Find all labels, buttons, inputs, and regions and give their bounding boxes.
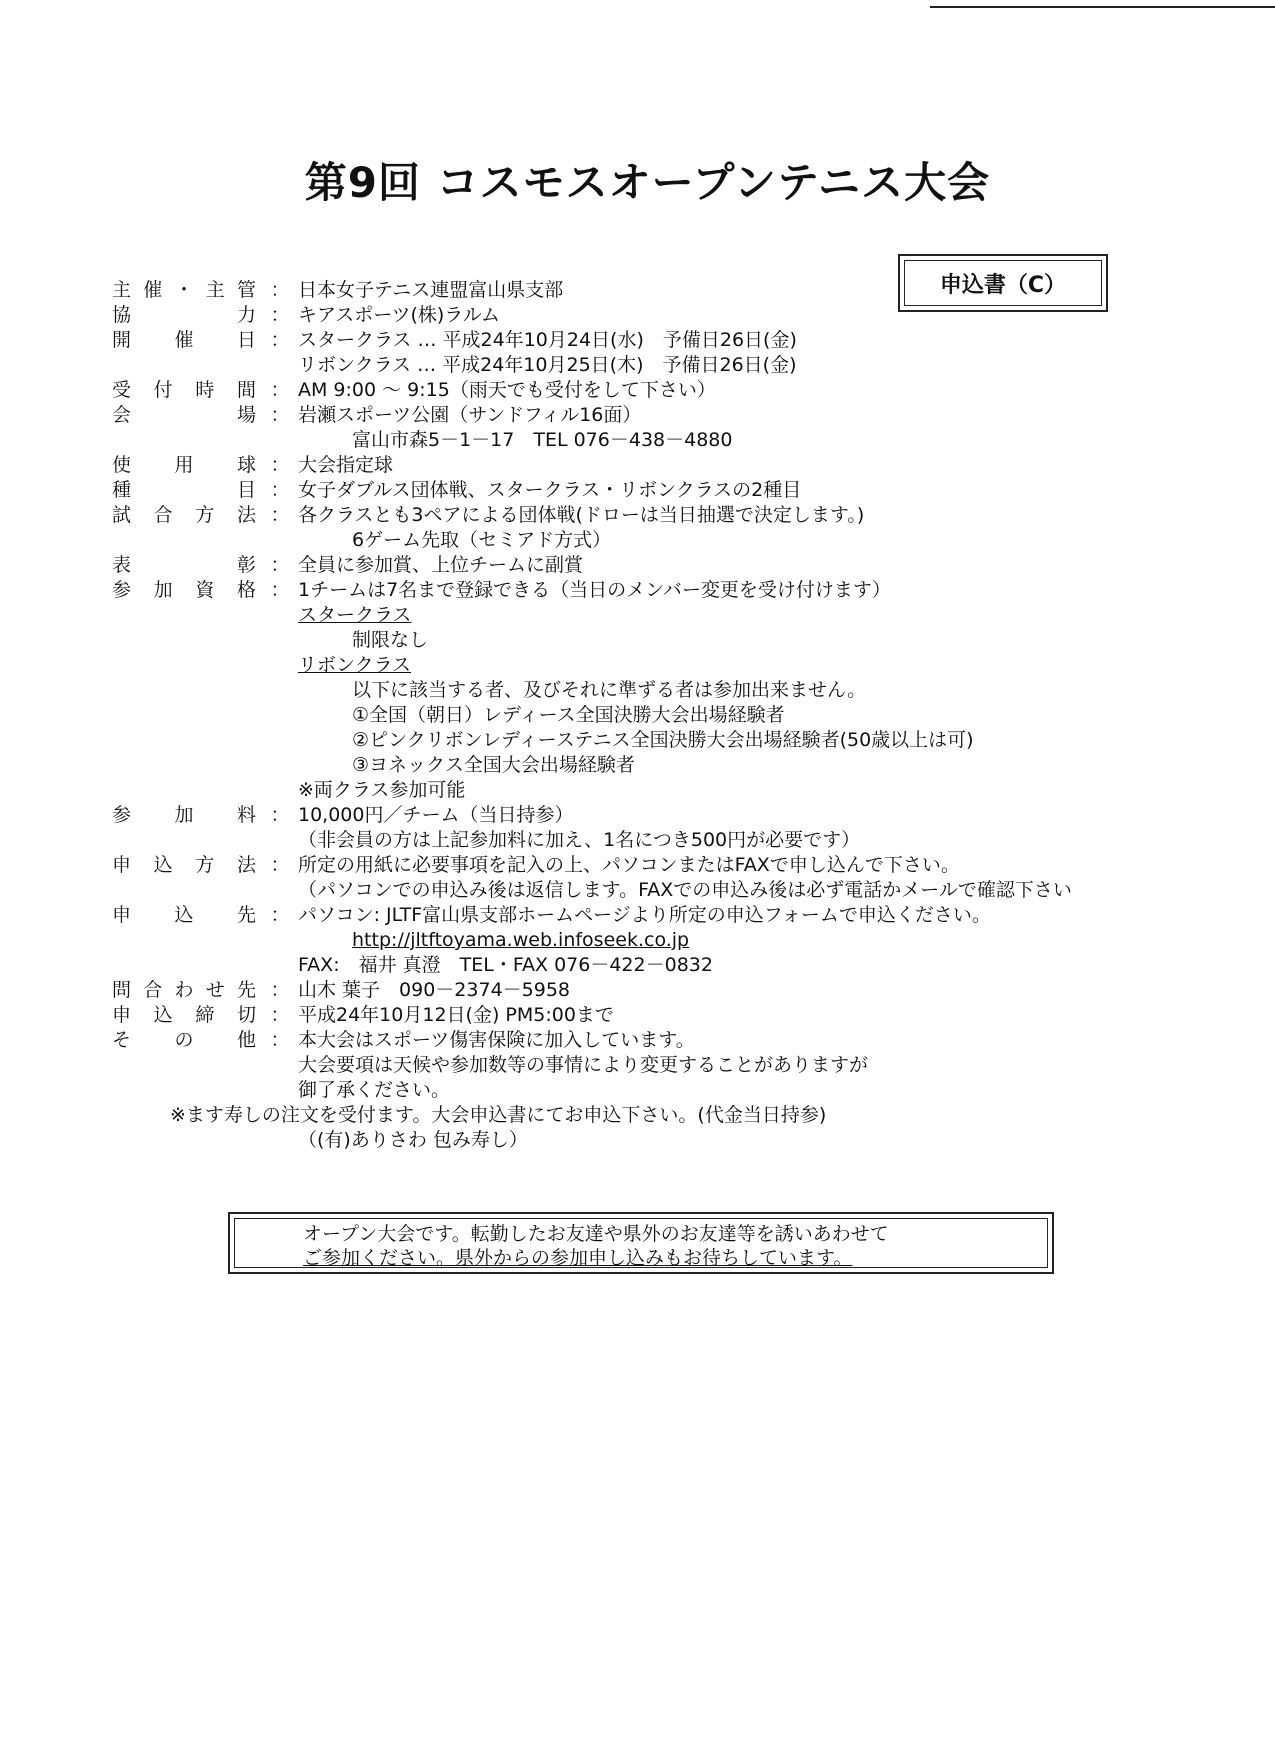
detail-row	[112, 853, 1132, 878]
detail-row	[112, 778, 1132, 803]
detail-row	[112, 1053, 1132, 1078]
detail-row	[112, 453, 1132, 478]
detail-value: 平成24年10月12日(金) PM5:00まで	[298, 1004, 614, 1026]
detail-value: 大会指定球	[298, 454, 394, 476]
detail-colon	[262, 878, 298, 903]
detail-value: リボンクラス	[298, 654, 412, 676]
footer-line: ご参加ください。県外からの参加申し込みもお待ちしています。	[303, 1247, 853, 1269]
detail-row	[112, 428, 1132, 453]
detail-row	[112, 278, 1132, 303]
detail-label: 問 合 わ せ 先	[112, 979, 256, 1001]
detail-row	[112, 878, 1132, 903]
detail-value: 全員に参加賞、上位チームに副賞	[298, 554, 584, 576]
detail-colon	[262, 678, 298, 703]
detail-label	[112, 703, 262, 728]
detail-value: 以下に該当する者、及びそれに準ずる者は参加出来ません。	[352, 679, 867, 701]
detail-row	[112, 978, 1132, 1003]
detail-colon	[262, 528, 298, 553]
detail-colon	[262, 953, 298, 978]
detail-label	[112, 728, 262, 753]
detail-row	[112, 353, 1132, 378]
detail-row	[112, 1078, 1132, 1103]
detail-colon: ：	[270, 1029, 290, 1051]
detail-value: スタークラス … 平成24年10月24日(水) 予備日26日(金)	[298, 329, 797, 351]
detail-colon: ：	[270, 804, 290, 826]
detail-value: 富山市森5－1－17 TEL 076－438－4880	[352, 429, 733, 451]
detail-label: 開 催 日	[112, 329, 256, 351]
detail-colon: ：	[270, 554, 290, 576]
detail-row	[112, 403, 1132, 428]
detail-value: パソコン: JLTF富山県支部ホームページより所定の申込フォームで申込ください。	[298, 904, 991, 926]
detail-label	[112, 928, 262, 953]
note-line: ※ます寿しの注文を受付ます。大会申込書にてお申込下さい。(代金当日持参)	[170, 1104, 827, 1126]
detail-colon: ：	[270, 329, 290, 351]
detail-value: 本大会はスポーツ傷害保険に加入しています。	[298, 1029, 695, 1051]
detail-label: 協 力	[112, 304, 256, 326]
detail-colon: ：	[270, 479, 290, 501]
detail-row	[112, 553, 1132, 578]
detail-colon	[262, 828, 298, 853]
detail-label	[112, 678, 262, 703]
detail-colon: ：	[270, 1004, 290, 1026]
footer-line: オープン大会です。転勤したお友達や県外のお友達等を誘いあわせて	[303, 1223, 889, 1245]
detail-value: 各クラスとも3ペアによる団体戦(ドローは当日抽選で決定します。)	[298, 504, 865, 526]
detail-colon	[262, 778, 298, 803]
detail-colon: ：	[270, 979, 290, 1001]
detail-row	[112, 653, 1132, 678]
detail-colon: ：	[270, 504, 290, 526]
detail-label	[112, 953, 262, 978]
detail-value: 山木 葉子 090－2374－5958	[298, 979, 571, 1001]
detail-value: ①全国（朝日）レディース全国決勝大会出場経験者	[352, 704, 785, 726]
detail-row	[112, 503, 1132, 528]
detail-value: ③ヨネックス全国大会出場経験者	[352, 754, 635, 776]
detail-row	[112, 578, 1132, 603]
detail-value: 御了承ください。	[298, 1079, 451, 1101]
detail-value: AM 9:00 ～ 9:15（雨天でも受付をして下さい）	[298, 379, 716, 401]
note-line: （(有)ありさわ 包み寿し）	[298, 1129, 528, 1151]
detail-label: 申 込 締 切	[112, 1004, 256, 1026]
detail-label: 会 場	[112, 404, 256, 426]
detail-row	[112, 378, 1132, 403]
detail-value: 日本女子テニス連盟富山県支部	[298, 279, 564, 301]
detail-value: 制限なし	[352, 629, 429, 651]
detail-colon: ：	[270, 579, 290, 601]
detail-label	[112, 878, 262, 903]
detail-colon	[262, 653, 298, 678]
detail-colon	[262, 353, 298, 378]
detail-colon	[262, 428, 298, 453]
detail-label: 申 込 方 法	[112, 854, 256, 876]
detail-label: 受 付 時 間	[112, 379, 256, 401]
detail-label: 参 加 資 格	[112, 579, 256, 601]
detail-value: 10,000円／チーム（当日持参）	[298, 804, 574, 826]
detail-value: （パソコンでの申込み後は返信します。FAXでの申込み後は必ず電話かメールで確認下さい	[298, 879, 1072, 901]
detail-colon: ：	[270, 904, 290, 926]
detail-label: 試 合 方 法	[112, 504, 256, 526]
detail-colon	[262, 1078, 298, 1103]
detail-value: ※両クラス参加可能	[298, 779, 466, 801]
detail-label: 使 用 球	[112, 454, 256, 476]
form-label: 申込書（C）	[904, 260, 1102, 306]
detail-row	[112, 603, 1132, 628]
detail-row	[112, 828, 1132, 853]
detail-label	[112, 628, 262, 653]
details-list	[112, 278, 1132, 1153]
detail-colon: ：	[270, 279, 290, 301]
detail-label	[112, 753, 262, 778]
detail-value: （非会員の方は上記参加料に加え、1名につき500円が必要です）	[298, 829, 861, 851]
detail-value: リボンクラス … 平成24年10月25日(木) 予備日26日(金)	[298, 354, 797, 376]
detail-colon: ：	[270, 454, 290, 476]
detail-label	[112, 353, 262, 378]
page-title: 第9回 コスモスオープンテニス大会	[304, 158, 991, 207]
detail-label: 種 目	[112, 479, 256, 501]
detail-row	[112, 728, 1132, 753]
detail-value: 女子ダブルス団体戦、スタークラス・リボンクラスの2種目	[298, 479, 802, 501]
detail-value: 大会要項は天候や参加数等の事情により変更することがありますが	[298, 1054, 869, 1076]
detail-value: ②ピンクリボンレディーステニス全国決勝大会出場経験者(50歳以上は可)	[352, 729, 974, 751]
detail-value: 6ゲーム先取（セミアド方式）	[352, 529, 612, 551]
detail-label: 申 込 先	[112, 904, 256, 926]
detail-label: 参 加 料	[112, 804, 256, 826]
detail-label	[112, 653, 262, 678]
detail-colon	[262, 728, 298, 753]
detail-label: そ の 他	[112, 1029, 256, 1051]
footer-notice	[234, 1218, 1048, 1268]
detail-row	[112, 328, 1132, 353]
detail-row	[112, 953, 1132, 978]
detail-colon	[262, 603, 298, 628]
detail-value: 岩瀬スポーツ公園（サンドフィル16面）	[298, 404, 642, 426]
detail-colon: ：	[270, 404, 290, 426]
detail-colon: ：	[270, 304, 290, 326]
detail-colon	[262, 703, 298, 728]
detail-label: 主 催 ・ 主 管	[112, 279, 256, 301]
detail-colon: ：	[270, 379, 290, 401]
detail-row	[112, 303, 1132, 328]
detail-row	[112, 1028, 1132, 1053]
detail-label	[112, 1078, 262, 1103]
detail-value: スタークラス	[298, 604, 412, 626]
detail-row	[112, 478, 1132, 503]
detail-row	[112, 903, 1132, 928]
detail-colon: ：	[270, 854, 290, 876]
detail-label	[112, 1053, 262, 1078]
detail-label: 表 彰	[112, 554, 256, 576]
detail-value: キアスポーツ(株)ラルム	[298, 304, 500, 326]
detail-colon	[262, 1053, 298, 1078]
detail-label	[112, 603, 262, 628]
detail-label	[112, 528, 262, 553]
detail-label	[112, 828, 262, 853]
detail-row	[112, 628, 1132, 653]
detail-row	[112, 528, 1132, 553]
footer-notice-box	[228, 1212, 1054, 1274]
detail-row	[112, 803, 1132, 828]
detail-colon	[262, 628, 298, 653]
detail-value: 所定の用紙に必要事項を記入の上、パソコンまたはFAXで申し込んで下さい。	[298, 854, 960, 876]
detail-value: 1チームは7名まで登録できる（当日のメンバー変更を受け付けます）	[298, 579, 891, 601]
detail-row	[112, 703, 1132, 728]
detail-value[interactable]: http://jltftoyama.web.infoseek.co.jp	[352, 929, 690, 951]
detail-colon	[262, 928, 298, 953]
detail-label	[112, 428, 262, 453]
detail-label	[112, 778, 262, 803]
top-rule	[930, 6, 1275, 8]
detail-row	[112, 1003, 1132, 1028]
detail-colon	[262, 753, 298, 778]
detail-row	[112, 928, 1132, 953]
detail-row	[112, 753, 1132, 778]
detail-row	[112, 678, 1132, 703]
detail-value: FAX: 福井 真澄 TEL・FAX 076－422－0832	[298, 954, 713, 976]
